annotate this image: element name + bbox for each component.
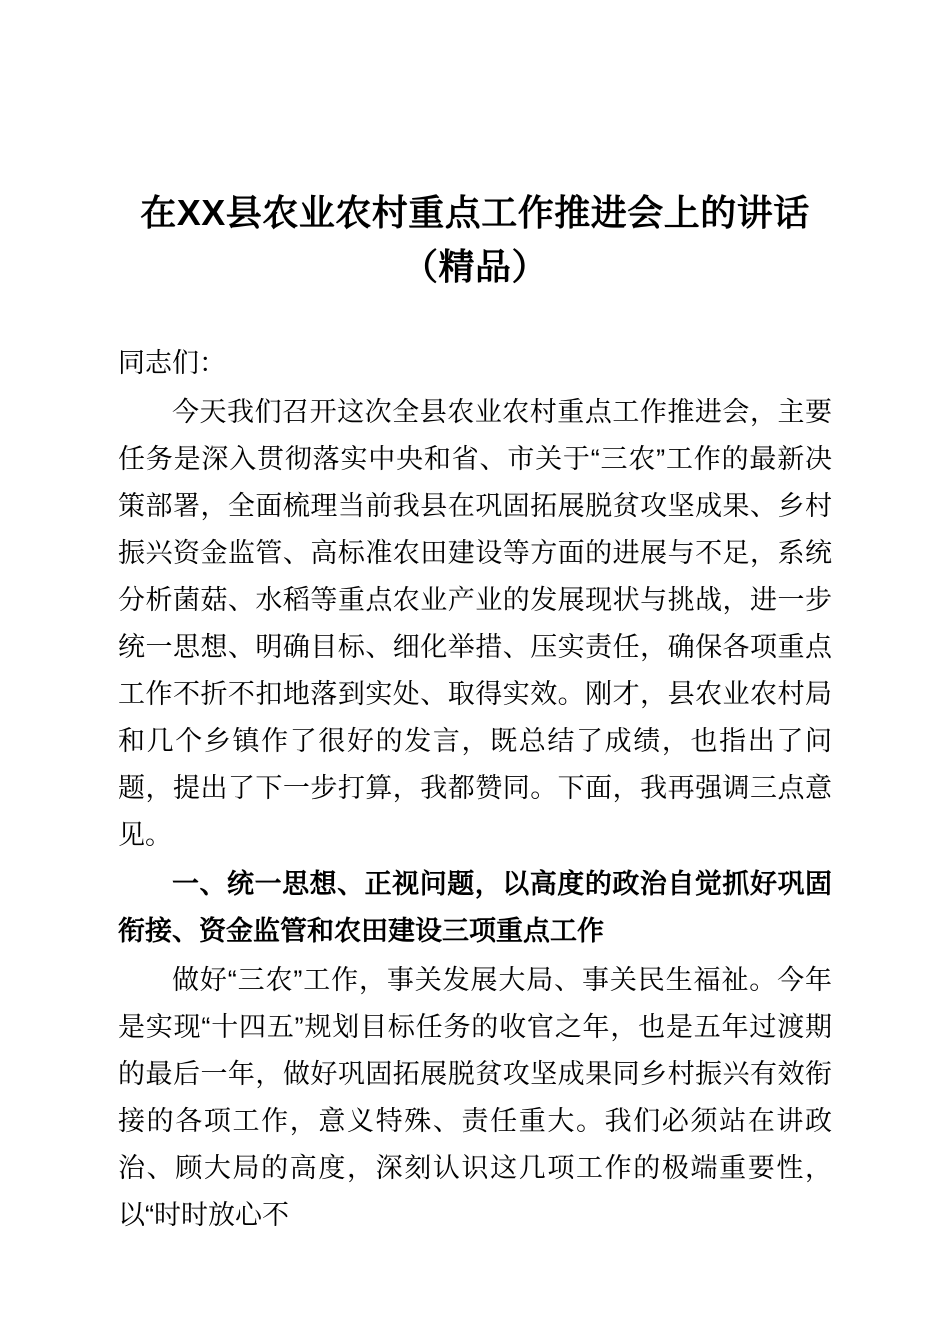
section-heading-1: 一、统一思想、正视问题，以高度的政治自觉抓好巩固衔接、资金监管和农田建设三项重点工作 — [118, 869, 832, 946]
paragraph-1: 今天我们召开这次全县农业农村重点工作推进会，主要任务是深入贯彻落实中央和省、市关于“三农”工作的最新决策部署，全面梳理当前我县在巩固拓展脱贫攻坚成果、乡村振兴资金监管、高标准农田建设等方面的进展与不足，系统分析菌菇、水稻等重点农业产业的发展现状与挑战，进一步统一思想、明确目标、细化举措、压实责任，确保各项重点工作不折不扣地落到实处、取得实效。刚才，县农业农村局和几个乡镇作了很好的发言，既总结了成绩，也指出了问题，提出了下一步打算，我都赞同。下面，我再强调三点意见。 — [118, 397, 832, 850]
salutation-line: 同志们： — [118, 348, 226, 378]
document-body — [118, 0, 832, 1239]
page-title: 在XX县农业农村重点工作推进会上的讲话（精品） — [140, 192, 810, 287]
paragraph-2: 做好“三农”工作，事关发展大局、事关民生福祉。今年是实现“十四五”规划目标任务的收官之年，也是五年过渡期的最后一年，做好巩固拓展脱贫攻坚成果同乡村振兴有效衔接的各项工作，意义特殊、责任重大。我们必须站在讲政治、顾大局的高度，深刻认识这几项工作的极端重要性，以“时时放心不 — [118, 965, 832, 1230]
